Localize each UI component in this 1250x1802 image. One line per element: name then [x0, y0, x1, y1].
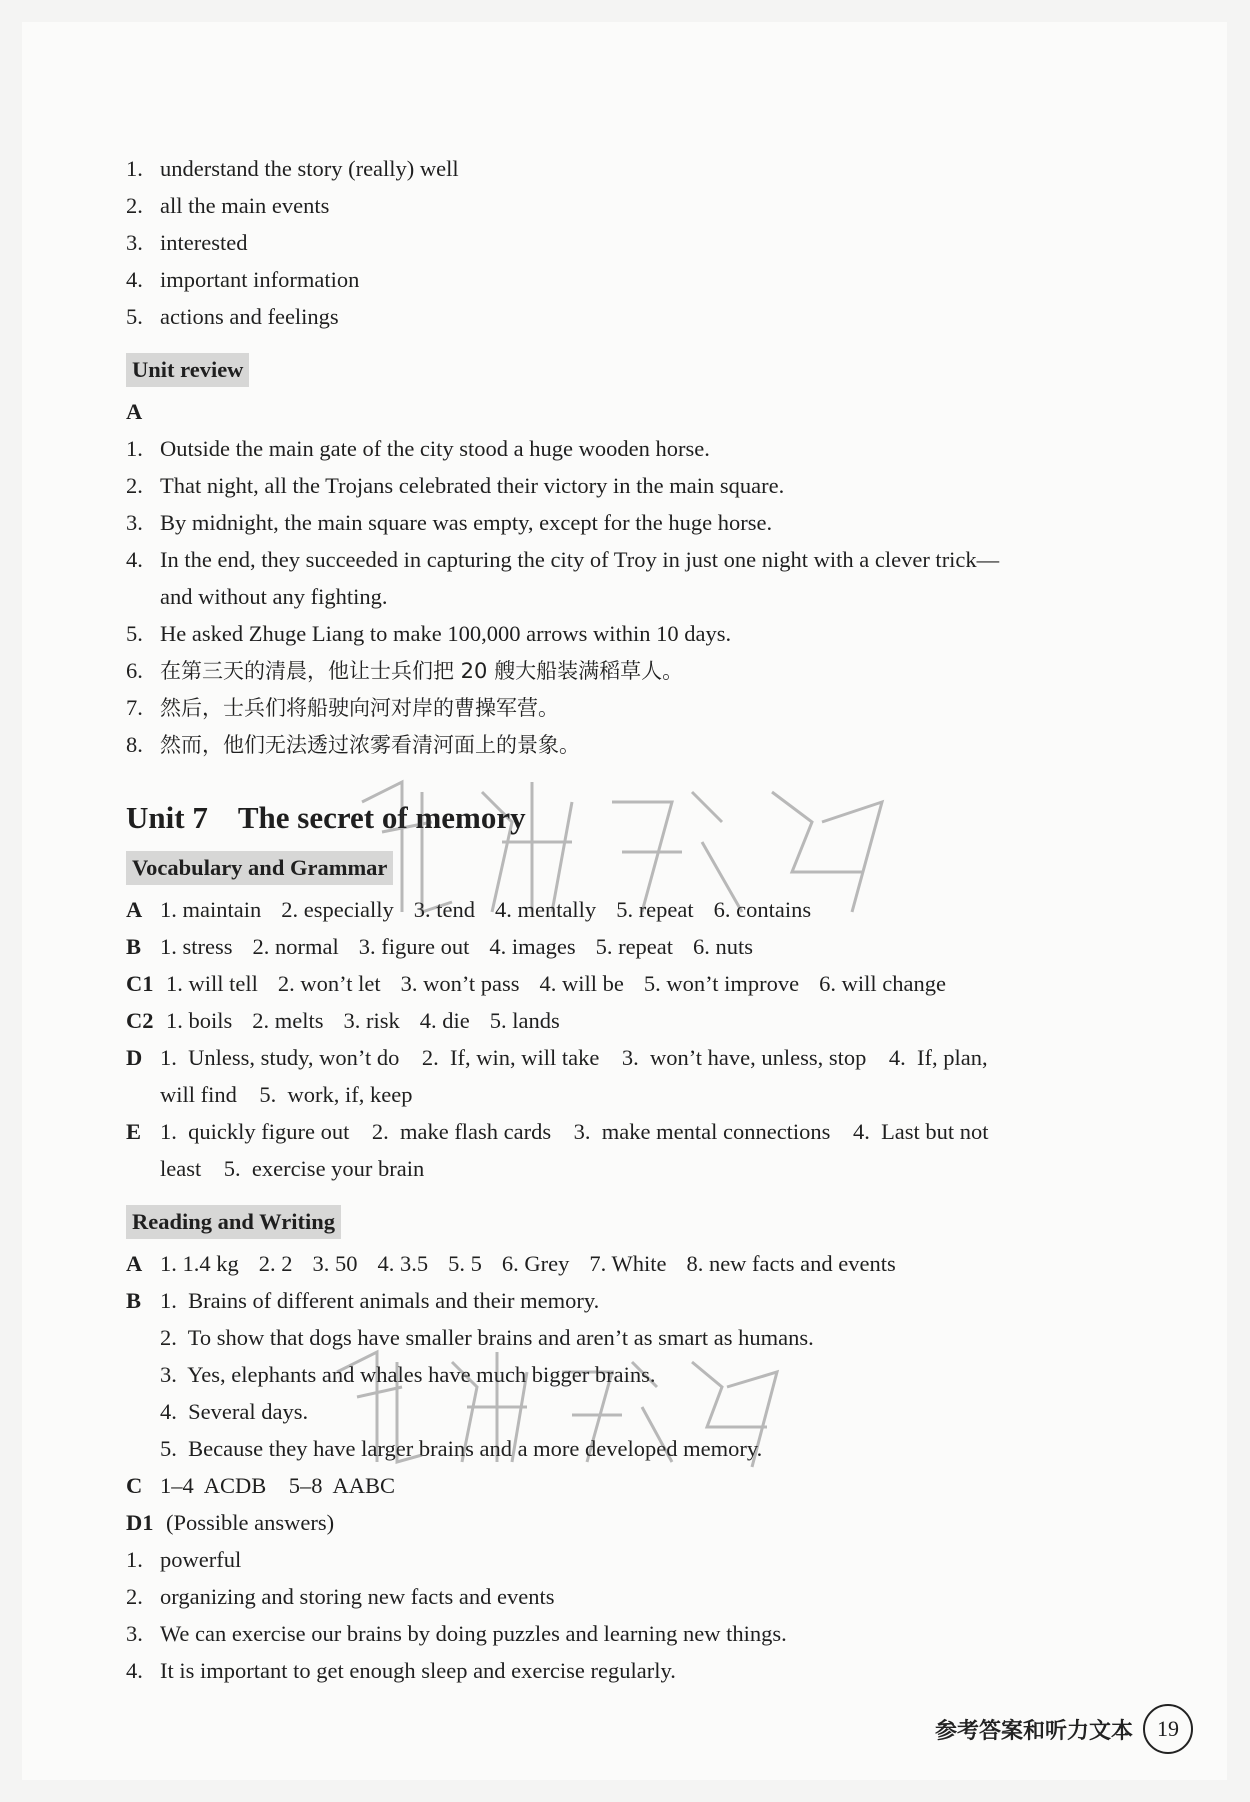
list-item: 5. Because they have larger brains and a more developed memory. [160, 1436, 763, 1461]
vocab-part-e: E 1. quickly figure out 2. make flash cards 3. make mental connections 4. Last but not [126, 1119, 989, 1144]
unit-name: The secret of memory [237, 800, 526, 835]
page [22, 22, 1227, 1780]
vocab-part-c1: C1 1. will tell 2. won’t let 3. won’t pass 4. will be 5. won’t improve 6. will change [126, 971, 946, 996]
unit-title [126, 789, 1156, 847]
vocab-part-b: B 1. stress 2. normal 3. figure out 4. images 5. repeat 6. nuts [126, 934, 754, 959]
list-item: 7. 然后，士兵们将船驶向河对岸的曹操军营。 [126, 695, 559, 720]
vocab-part-c2: C2 1. boils 2. melts 3. risk 4. die 5. lands [126, 1008, 560, 1033]
page-number: 19 [1143, 1704, 1193, 1754]
unit-number: Unit 7 [126, 800, 208, 835]
reading-heading: Reading and Writing [126, 1205, 341, 1239]
list-item: 3. We can exercise our brains by doing puzzles and learning new things. [126, 1621, 787, 1646]
list-item: 6. 在第三天的清晨，他让士兵们把 20 艘大船装满稻草人。 [126, 658, 684, 683]
list-item: 5. actions and feelings [126, 304, 339, 329]
list-item-continuation: and without any fighting. [160, 584, 388, 609]
reading-part-d1: D1 (Possible answers) [126, 1510, 335, 1535]
answer-content [126, 150, 1156, 1689]
list-item: 5. He asked Zhuge Liang to make 100,000 arrows within 10 days. [126, 621, 732, 646]
page-footer [935, 1704, 1193, 1754]
reading-part-c: C 1–4 ACDB 5–8 AABC [126, 1473, 396, 1498]
list-item: 2. all the main events [126, 193, 330, 218]
vocab-part-a: A 1. maintain 2. especially 3. tend 4. mentally 5. repeat 6. contains [126, 897, 812, 922]
list-item: 4. In the end, they succeeded in capturing the city of Troy in just one night with a clever trick— [126, 547, 1000, 572]
list-item: 2. To show that dogs have smaller brains and aren’t as smart as humans. [160, 1325, 814, 1350]
list-item: 1. understand the story (really) well [126, 156, 459, 181]
top-answer-list [126, 150, 1156, 335]
vocabulary-section [126, 847, 1156, 891]
list-item: 4. important information [126, 267, 360, 292]
list-item: 2. organizing and storing new facts and events [126, 1584, 555, 1609]
list-item: 3. By midnight, the main square was empty, except for the huge horse. [126, 510, 773, 535]
vocab-part-e-continuation: least 5. exercise your brain [160, 1156, 425, 1181]
list-item: 3. Yes, elephants and whales have much bigger brains. [160, 1362, 656, 1387]
list-item: 3. interested [126, 230, 248, 255]
unit-review-section [126, 349, 1156, 393]
vocab-part-d: D 1. Unless, study, won’t do 2. If, win, will take 3. won’t have, unless, stop 4. If, plan, [126, 1045, 988, 1070]
vocabulary-heading: Vocabulary and Grammar [126, 851, 393, 885]
reading-part-b: B 1. Brains of different animals and their memory. [126, 1288, 600, 1313]
list-item: 8. 然而，他们无法透过浓雾看清河面上的景象。 [126, 732, 580, 757]
list-item: 1. Outside the main gate of the city stood a huge wooden horse. [126, 436, 710, 461]
list-item: 4. Several days. [160, 1399, 309, 1424]
list-item: 4. It is important to get enough sleep and exercise regularly. [126, 1658, 676, 1683]
reading-section [126, 1201, 1156, 1245]
unit-review-heading: Unit review [126, 353, 249, 387]
list-item: 2. That night, all the Trojans celebrated their victory in the main square. [126, 473, 785, 498]
part-a-label: A [126, 399, 143, 424]
footer-title: 参考答案和听力文本 [934, 1718, 1133, 1744]
list-item: 1. powerful [126, 1547, 242, 1572]
reading-part-a: A 1. 1.4 kg 2. 2 3. 50 4. 3.5 5. 5 6. Grey 7. White 8. new facts and events [126, 1251, 896, 1276]
vocab-part-d-continuation: will find 5. work, if, keep [160, 1082, 413, 1107]
